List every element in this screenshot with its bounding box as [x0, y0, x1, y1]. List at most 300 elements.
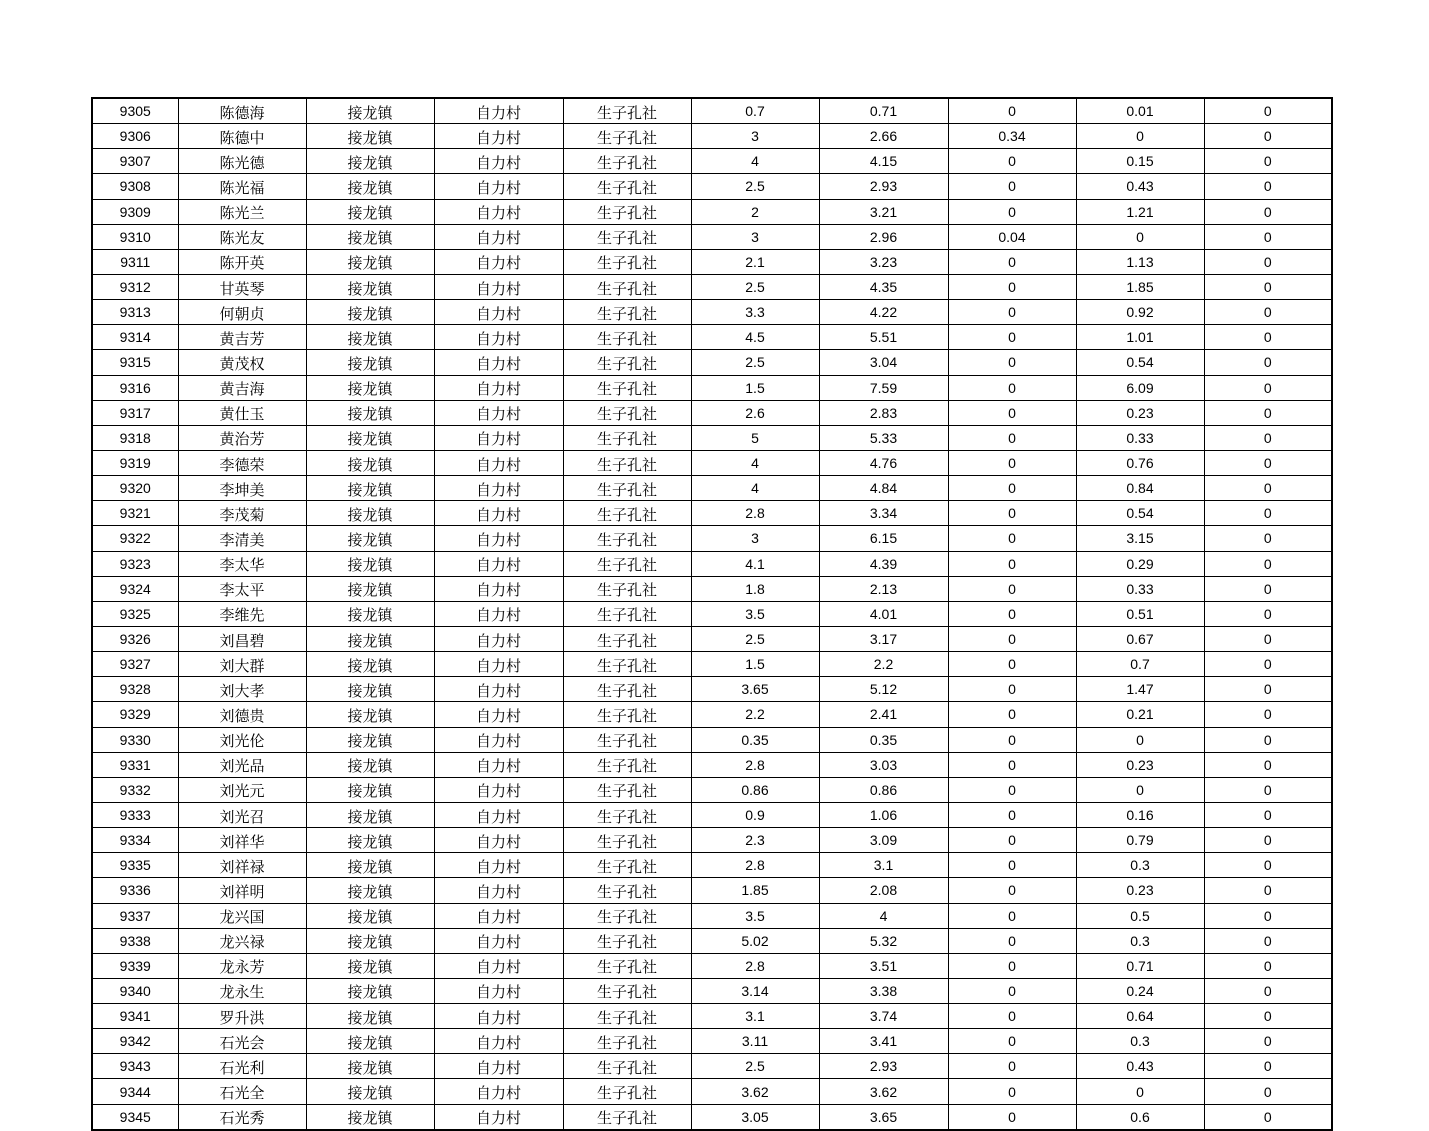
village-cell: 自力村	[434, 1004, 563, 1029]
group-cell: 生子孔社	[563, 98, 691, 124]
table-row	[92, 1054, 1332, 1079]
value-e-cell: 0	[1204, 878, 1332, 903]
table-row	[92, 928, 1332, 953]
value-a-cell: 2.3	[691, 828, 819, 853]
village-cell: 自力村	[434, 425, 563, 450]
name-cell: 何朝贞	[178, 300, 306, 325]
id-cell: 9310	[92, 224, 178, 249]
town-cell: 接龙镇	[306, 1029, 434, 1054]
name-cell: 陈光德	[178, 149, 306, 174]
value-c-cell: 0	[948, 1004, 1076, 1029]
town-cell: 接龙镇	[306, 1104, 434, 1130]
id-cell: 9318	[92, 425, 178, 450]
id-cell: 9330	[92, 727, 178, 752]
value-b-cell: 3.62	[819, 1079, 948, 1104]
town-cell: 接龙镇	[306, 199, 434, 224]
name-cell: 罗升洪	[178, 1004, 306, 1029]
value-b-cell: 3.04	[819, 350, 948, 375]
name-cell: 李太华	[178, 551, 306, 576]
value-d-cell: 0.29	[1076, 551, 1204, 576]
value-e-cell: 0	[1204, 802, 1332, 827]
name-cell: 石光秀	[178, 1104, 306, 1130]
value-c-cell: 0	[948, 878, 1076, 903]
value-e-cell: 0	[1204, 1054, 1332, 1079]
table-row	[92, 98, 1332, 124]
village-cell: 自力村	[434, 928, 563, 953]
village-cell: 自力村	[434, 777, 563, 802]
value-b-cell: 1.06	[819, 802, 948, 827]
value-c-cell: 0	[948, 300, 1076, 325]
town-cell: 接龙镇	[306, 249, 434, 274]
town-cell: 接龙镇	[306, 777, 434, 802]
value-e-cell: 0	[1204, 249, 1332, 274]
table-row	[92, 551, 1332, 576]
table-row	[92, 300, 1332, 325]
village-cell: 自力村	[434, 1104, 563, 1130]
name-cell: 李维先	[178, 601, 306, 626]
value-c-cell: 0	[948, 677, 1076, 702]
value-c-cell: 0	[948, 476, 1076, 501]
id-cell: 9312	[92, 274, 178, 299]
id-cell: 9306	[92, 124, 178, 149]
name-cell: 刘光召	[178, 802, 306, 827]
town-cell: 接龙镇	[306, 626, 434, 651]
table-row	[92, 450, 1332, 475]
value-b-cell: 4.01	[819, 601, 948, 626]
id-cell: 9345	[92, 1104, 178, 1130]
group-cell: 生子孔社	[563, 702, 691, 727]
value-a-cell: 0.9	[691, 802, 819, 827]
value-a-cell: 2.5	[691, 274, 819, 299]
group-cell: 生子孔社	[563, 752, 691, 777]
id-cell: 9331	[92, 752, 178, 777]
group-cell: 生子孔社	[563, 626, 691, 651]
value-c-cell: 0.04	[948, 224, 1076, 249]
value-d-cell: 0.43	[1076, 174, 1204, 199]
town-cell: 接龙镇	[306, 1054, 434, 1079]
table-row	[92, 853, 1332, 878]
value-d-cell: 0.15	[1076, 149, 1204, 174]
table-row	[92, 1029, 1332, 1054]
value-d-cell: 0.21	[1076, 702, 1204, 727]
value-b-cell: 2.08	[819, 878, 948, 903]
value-b-cell: 5.12	[819, 677, 948, 702]
table-row	[92, 501, 1332, 526]
group-cell: 生子孔社	[563, 677, 691, 702]
town-cell: 接龙镇	[306, 677, 434, 702]
value-a-cell: 4	[691, 149, 819, 174]
value-d-cell: 0	[1076, 777, 1204, 802]
value-c-cell: 0	[948, 853, 1076, 878]
value-e-cell: 0	[1204, 300, 1332, 325]
data-table	[91, 97, 1333, 1131]
town-cell: 接龙镇	[306, 1079, 434, 1104]
id-cell: 9332	[92, 777, 178, 802]
value-b-cell: 4.84	[819, 476, 948, 501]
value-a-cell: 5	[691, 425, 819, 450]
name-cell: 陈光福	[178, 174, 306, 199]
value-c-cell: 0	[948, 174, 1076, 199]
value-e-cell: 0	[1204, 853, 1332, 878]
name-cell: 龙兴禄	[178, 928, 306, 953]
village-cell: 自力村	[434, 476, 563, 501]
name-cell: 石光会	[178, 1029, 306, 1054]
value-b-cell: 3.23	[819, 249, 948, 274]
value-d-cell: 0.23	[1076, 878, 1204, 903]
value-b-cell: 2.83	[819, 400, 948, 425]
value-b-cell: 2.2	[819, 652, 948, 677]
town-cell: 接龙镇	[306, 878, 434, 903]
village-cell: 自力村	[434, 802, 563, 827]
value-b-cell: 3.34	[819, 501, 948, 526]
name-cell: 龙兴国	[178, 903, 306, 928]
group-cell: 生子孔社	[563, 828, 691, 853]
table-row	[92, 802, 1332, 827]
town-cell: 接龙镇	[306, 375, 434, 400]
village-cell: 自力村	[434, 124, 563, 149]
value-d-cell: 0.7	[1076, 652, 1204, 677]
value-b-cell: 3.38	[819, 978, 948, 1003]
group-cell: 生子孔社	[563, 1029, 691, 1054]
value-c-cell: 0	[948, 626, 1076, 651]
id-cell: 9305	[92, 98, 178, 124]
value-e-cell: 0	[1204, 350, 1332, 375]
village-cell: 自力村	[434, 174, 563, 199]
value-d-cell: 3.15	[1076, 526, 1204, 551]
name-cell: 李太平	[178, 576, 306, 601]
id-cell: 9308	[92, 174, 178, 199]
value-d-cell: 0	[1076, 124, 1204, 149]
town-cell: 接龙镇	[306, 149, 434, 174]
id-cell: 9322	[92, 526, 178, 551]
value-e-cell: 0	[1204, 199, 1332, 224]
value-a-cell: 0.86	[691, 777, 819, 802]
value-a-cell: 1.5	[691, 652, 819, 677]
value-e-cell: 0	[1204, 978, 1332, 1003]
value-e-cell: 0	[1204, 400, 1332, 425]
group-cell: 生子孔社	[563, 953, 691, 978]
table-row	[92, 375, 1332, 400]
table-row	[92, 526, 1332, 551]
name-cell: 黄吉芳	[178, 325, 306, 350]
name-cell: 刘德贵	[178, 702, 306, 727]
table-body	[92, 98, 1332, 1130]
name-cell: 陈光兰	[178, 199, 306, 224]
id-cell: 9323	[92, 551, 178, 576]
value-a-cell: 2.5	[691, 626, 819, 651]
name-cell: 陈德海	[178, 98, 306, 124]
value-b-cell: 2.93	[819, 1054, 948, 1079]
town-cell: 接龙镇	[306, 928, 434, 953]
village-cell: 自力村	[434, 576, 563, 601]
value-b-cell: 2.66	[819, 124, 948, 149]
group-cell: 生子孔社	[563, 274, 691, 299]
id-cell: 9329	[92, 702, 178, 727]
value-c-cell: 0.34	[948, 124, 1076, 149]
name-cell: 刘光元	[178, 777, 306, 802]
village-cell: 自力村	[434, 1054, 563, 1079]
value-b-cell: 3.65	[819, 1104, 948, 1130]
group-cell: 生子孔社	[563, 652, 691, 677]
name-cell: 陈德中	[178, 124, 306, 149]
value-a-cell: 2.8	[691, 853, 819, 878]
value-e-cell: 0	[1204, 1004, 1332, 1029]
town-cell: 接龙镇	[306, 727, 434, 752]
value-e-cell: 0	[1204, 325, 1332, 350]
village-cell: 自力村	[434, 702, 563, 727]
id-cell: 9336	[92, 878, 178, 903]
town-cell: 接龙镇	[306, 828, 434, 853]
group-cell: 生子孔社	[563, 1079, 691, 1104]
value-c-cell: 0	[948, 752, 1076, 777]
id-cell: 9324	[92, 576, 178, 601]
value-e-cell: 0	[1204, 928, 1332, 953]
value-a-cell: 2.2	[691, 702, 819, 727]
town-cell: 接龙镇	[306, 1004, 434, 1029]
value-b-cell: 4	[819, 903, 948, 928]
value-b-cell: 3.41	[819, 1029, 948, 1054]
value-e-cell: 0	[1204, 576, 1332, 601]
id-cell: 9343	[92, 1054, 178, 1079]
village-cell: 自力村	[434, 853, 563, 878]
value-b-cell: 4.15	[819, 149, 948, 174]
village-cell: 自力村	[434, 300, 563, 325]
group-cell: 生子孔社	[563, 903, 691, 928]
value-c-cell: 0	[948, 149, 1076, 174]
value-d-cell: 0.3	[1076, 1029, 1204, 1054]
village-cell: 自力村	[434, 274, 563, 299]
table-row	[92, 601, 1332, 626]
value-b-cell: 3.51	[819, 953, 948, 978]
id-cell: 9326	[92, 626, 178, 651]
name-cell: 黄吉海	[178, 375, 306, 400]
village-cell: 自力村	[434, 551, 563, 576]
group-cell: 生子孔社	[563, 526, 691, 551]
town-cell: 接龙镇	[306, 702, 434, 727]
table-row	[92, 1104, 1332, 1130]
village-cell: 自力村	[434, 375, 563, 400]
value-e-cell: 0	[1204, 476, 1332, 501]
value-a-cell: 2.5	[691, 1054, 819, 1079]
value-e-cell: 0	[1204, 727, 1332, 752]
value-b-cell: 6.15	[819, 526, 948, 551]
table-row	[92, 249, 1332, 274]
value-e-cell: 0	[1204, 501, 1332, 526]
value-d-cell: 0.3	[1076, 853, 1204, 878]
town-cell: 接龙镇	[306, 450, 434, 475]
table-row	[92, 576, 1332, 601]
town-cell: 接龙镇	[306, 601, 434, 626]
value-e-cell: 0	[1204, 953, 1332, 978]
value-b-cell: 4.35	[819, 274, 948, 299]
group-cell: 生子孔社	[563, 1104, 691, 1130]
value-a-cell: 3.65	[691, 677, 819, 702]
value-a-cell: 1.85	[691, 878, 819, 903]
town-cell: 接龙镇	[306, 274, 434, 299]
value-c-cell: 0	[948, 802, 1076, 827]
value-d-cell: 0.6	[1076, 1104, 1204, 1130]
value-e-cell: 0	[1204, 1029, 1332, 1054]
id-cell: 9307	[92, 149, 178, 174]
value-c-cell: 0	[948, 325, 1076, 350]
village-cell: 自力村	[434, 903, 563, 928]
village-cell: 自力村	[434, 727, 563, 752]
value-a-cell: 5.02	[691, 928, 819, 953]
name-cell: 刘大群	[178, 652, 306, 677]
id-cell: 9319	[92, 450, 178, 475]
value-c-cell: 0	[948, 777, 1076, 802]
village-cell: 自力村	[434, 98, 563, 124]
table-row	[92, 224, 1332, 249]
value-c-cell: 0	[948, 526, 1076, 551]
name-cell: 李清美	[178, 526, 306, 551]
table-row	[92, 149, 1332, 174]
group-cell: 生子孔社	[563, 425, 691, 450]
town-cell: 接龙镇	[306, 476, 434, 501]
value-d-cell: 0.71	[1076, 953, 1204, 978]
value-a-cell: 3.62	[691, 1079, 819, 1104]
group-cell: 生子孔社	[563, 1054, 691, 1079]
name-cell: 甘英琴	[178, 274, 306, 299]
group-cell: 生子孔社	[563, 878, 691, 903]
value-e-cell: 0	[1204, 425, 1332, 450]
group-cell: 生子孔社	[563, 325, 691, 350]
value-c-cell: 0	[948, 274, 1076, 299]
value-d-cell: 0.54	[1076, 350, 1204, 375]
village-cell: 自力村	[434, 978, 563, 1003]
group-cell: 生子孔社	[563, 978, 691, 1003]
town-cell: 接龙镇	[306, 325, 434, 350]
town-cell: 接龙镇	[306, 350, 434, 375]
table-row	[92, 400, 1332, 425]
value-b-cell: 0.86	[819, 777, 948, 802]
table-row	[92, 325, 1332, 350]
village-cell: 自力村	[434, 1079, 563, 1104]
table-row	[92, 626, 1332, 651]
id-cell: 9333	[92, 802, 178, 827]
group-cell: 生子孔社	[563, 124, 691, 149]
table-row	[92, 702, 1332, 727]
value-b-cell: 4.22	[819, 300, 948, 325]
group-cell: 生子孔社	[563, 249, 691, 274]
value-d-cell: 0	[1076, 224, 1204, 249]
value-d-cell: 0	[1076, 1079, 1204, 1104]
value-e-cell: 0	[1204, 224, 1332, 249]
value-a-cell: 4	[691, 476, 819, 501]
name-cell: 龙永芳	[178, 953, 306, 978]
village-cell: 自力村	[434, 501, 563, 526]
village-cell: 自力村	[434, 450, 563, 475]
value-b-cell: 5.33	[819, 425, 948, 450]
table-row	[92, 199, 1332, 224]
value-a-cell: 0.7	[691, 98, 819, 124]
value-a-cell: 4.1	[691, 551, 819, 576]
name-cell: 李坤美	[178, 476, 306, 501]
name-cell: 黄仕玉	[178, 400, 306, 425]
name-cell: 龙永生	[178, 978, 306, 1003]
id-cell: 9320	[92, 476, 178, 501]
id-cell: 9317	[92, 400, 178, 425]
town-cell: 接龙镇	[306, 300, 434, 325]
id-cell: 9341	[92, 1004, 178, 1029]
name-cell: 刘祥明	[178, 878, 306, 903]
id-cell: 9314	[92, 325, 178, 350]
value-d-cell: 0.5	[1076, 903, 1204, 928]
value-d-cell: 0.16	[1076, 802, 1204, 827]
table-row	[92, 425, 1332, 450]
village-cell: 自力村	[434, 953, 563, 978]
group-cell: 生子孔社	[563, 224, 691, 249]
id-cell: 9340	[92, 978, 178, 1003]
value-c-cell: 0	[948, 953, 1076, 978]
value-c-cell: 0	[948, 1079, 1076, 1104]
table-row	[92, 677, 1332, 702]
table-row	[92, 903, 1332, 928]
group-cell: 生子孔社	[563, 777, 691, 802]
village-cell: 自力村	[434, 350, 563, 375]
village-cell: 自力村	[434, 652, 563, 677]
id-cell: 9321	[92, 501, 178, 526]
value-a-cell: 1.5	[691, 375, 819, 400]
value-d-cell: 0.23	[1076, 752, 1204, 777]
group-cell: 生子孔社	[563, 576, 691, 601]
value-b-cell: 4.39	[819, 551, 948, 576]
group-cell: 生子孔社	[563, 450, 691, 475]
group-cell: 生子孔社	[563, 501, 691, 526]
name-cell: 刘光伦	[178, 727, 306, 752]
group-cell: 生子孔社	[563, 853, 691, 878]
value-c-cell: 0	[948, 425, 1076, 450]
value-e-cell: 0	[1204, 124, 1332, 149]
value-c-cell: 0	[948, 551, 1076, 576]
group-cell: 生子孔社	[563, 727, 691, 752]
id-cell: 9328	[92, 677, 178, 702]
name-cell: 刘祥禄	[178, 853, 306, 878]
town-cell: 接龙镇	[306, 978, 434, 1003]
id-cell: 9313	[92, 300, 178, 325]
value-a-cell: 3.5	[691, 903, 819, 928]
value-a-cell: 3	[691, 526, 819, 551]
value-c-cell: 0	[948, 1029, 1076, 1054]
town-cell: 接龙镇	[306, 953, 434, 978]
group-cell: 生子孔社	[563, 476, 691, 501]
value-b-cell: 2.41	[819, 702, 948, 727]
table-row	[92, 953, 1332, 978]
name-cell: 陈光友	[178, 224, 306, 249]
value-d-cell: 1.47	[1076, 677, 1204, 702]
table-row	[92, 878, 1332, 903]
value-c-cell: 0	[948, 1054, 1076, 1079]
group-cell: 生子孔社	[563, 375, 691, 400]
value-a-cell: 2.8	[691, 501, 819, 526]
table-row	[92, 978, 1332, 1003]
value-c-cell: 0	[948, 727, 1076, 752]
village-cell: 自力村	[434, 1029, 563, 1054]
name-cell: 李茂菊	[178, 501, 306, 526]
group-cell: 生子孔社	[563, 149, 691, 174]
value-d-cell: 0.76	[1076, 450, 1204, 475]
value-e-cell: 0	[1204, 626, 1332, 651]
value-b-cell: 5.51	[819, 325, 948, 350]
value-e-cell: 0	[1204, 1104, 1332, 1130]
value-b-cell: 3.17	[819, 626, 948, 651]
group-cell: 生子孔社	[563, 928, 691, 953]
value-c-cell: 0	[948, 450, 1076, 475]
value-a-cell: 2.5	[691, 350, 819, 375]
group-cell: 生子孔社	[563, 350, 691, 375]
value-c-cell: 0	[948, 350, 1076, 375]
table-row	[92, 174, 1332, 199]
